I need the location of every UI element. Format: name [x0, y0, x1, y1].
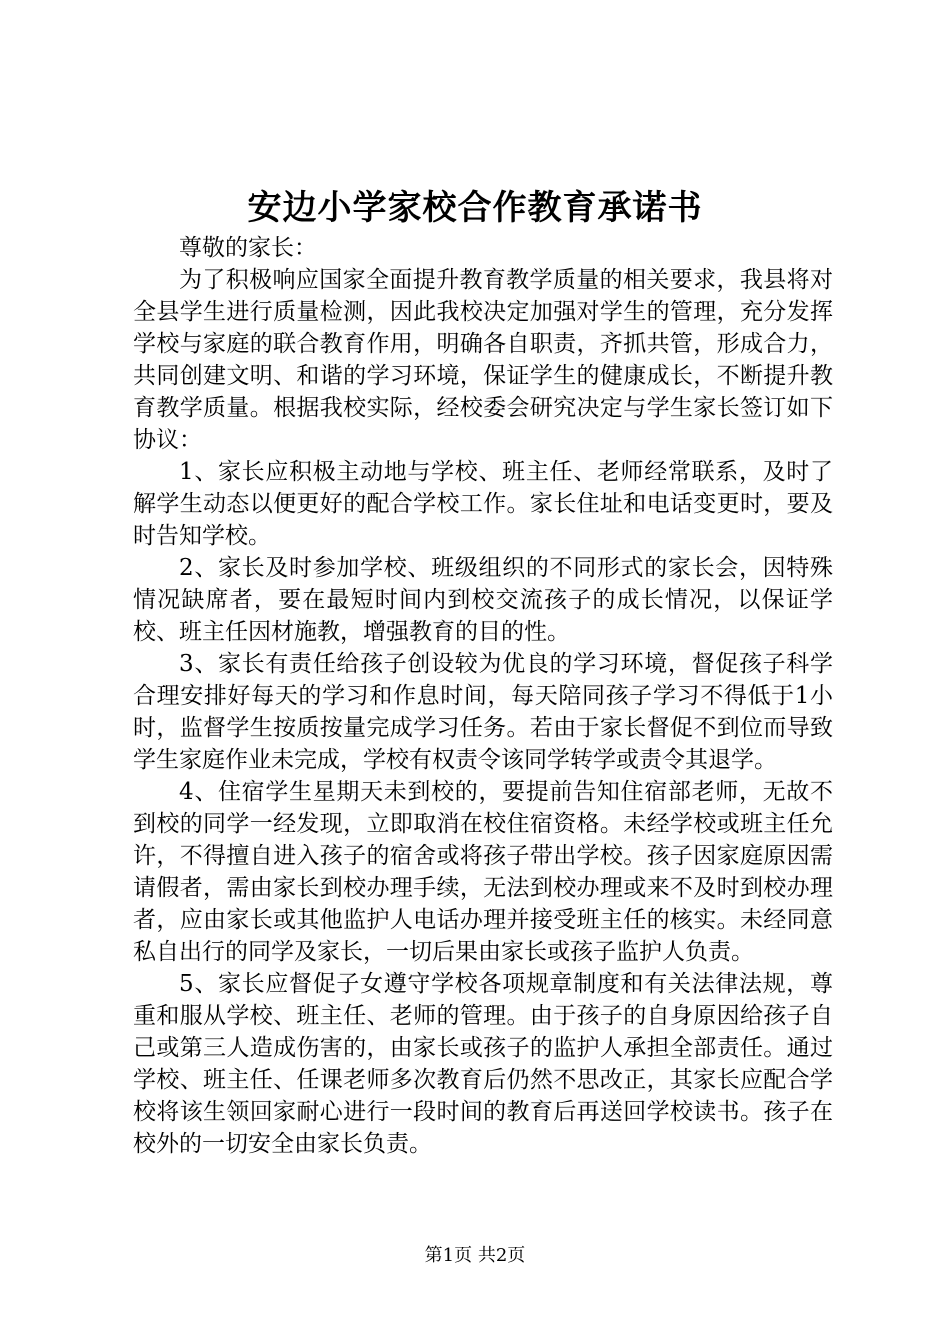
- paragraph-item-1: 1、家长应积极主动地与学校、班主任、老师经常联系，及时了解学生动态以便更好的配合学校工作。家长住址和电话变更时，要及时告知学校。: [133, 459, 833, 549]
- paragraph-intro: 为了积极响应国家全面提升教育教学质量的相关要求，我县将对全县学生进行质量检测，因此我校决定加强对学生的管理，充分发挥学校与家庭的联合教育作用，明确各自职责，齐抓共管，形成合力，共同创建文明、和谐的学习环境，保证学生的健康成长，不断提升教育教学质量。根据我校实际，经校委会研究决定与学生家长签订如下协议：: [133, 267, 833, 453]
- paragraph-item-5: 5、家长应督促子女遵守学校各项规章制度和有关法律法规，尊重和服从学校、班主任、老师的管理。由于孩子的自身原因给孩子自己或第三人造成伤害的，由家长或孩子的监护人承担全部责任。通过学校、班主任、任课老师多次教育后仍然不思改正，其家长应配合学校将该生领回家耐心进行一段时间的教育后再送回学校读书。孩子在校外的一切安全由家长负责。: [133, 971, 833, 1157]
- document-body: [133, 232, 833, 1160]
- paragraph-item-4: 4、住宿学生星期天未到校的，要提前告知住宿部老师，无故不到校的同学一经发现，立即取消在校住宿资格。未经学校或班主任允许，不得擅自进入孩子的宿舍或将孩子带出学校。孩子因家庭原因需请假者，需由家长到校办理手续，无法到校办理或来不及时到校办理者，应由家长或其他监护人电话办理并接受班主任的核实。未经同意私自出行的同学及家长，一切后果由家长或孩子监护人负责。: [133, 779, 833, 965]
- document-title: 安边小学家校合作教育承诺书: [247, 188, 703, 228]
- paragraph-item-2: 2、家长及时参加学校、班级组织的不同形式的家长会，因特殊情况缺席者，要在最短时间内到校交流孩子的成长情况，以保证学校、班主任因材施教，增强教育的目的性。: [133, 555, 833, 645]
- salutation: 尊敬的家长：: [179, 235, 317, 261]
- page-footer: 第1页 共2页: [424, 1245, 526, 1266]
- paragraph-item-3: 3、家长有责任给孩子创设较为优良的学习环境，督促孩子科学合理安排好每天的学习和作息时间，每天陪同孩子学习不得低于1小时，监督学生按质按量完成学习任务。若由于家长督促不到位而导致学生家庭作业未完成，学校有权责令该同学转学或责令其退学。: [133, 651, 833, 773]
